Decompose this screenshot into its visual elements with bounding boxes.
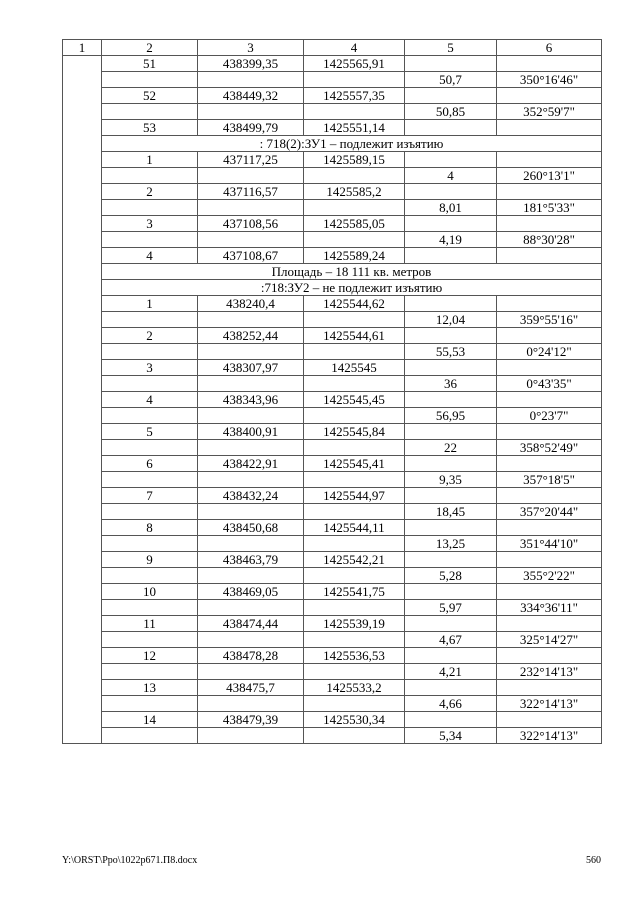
segment-angle: 351°44'10" [497,536,602,552]
coord-x: 438463,79 [198,552,304,568]
coord-y-empty [304,72,405,88]
column-header-1: 1 [63,40,102,56]
angle-empty [497,120,602,136]
coord-x: 438478,28 [198,648,304,664]
segment-row [63,728,602,744]
coord-x: 437108,56 [198,216,304,232]
segment-distance: 8,01 [405,200,497,216]
point-row [63,488,602,504]
column-header-2: 2 [102,40,198,56]
section-heading-row [63,264,602,280]
segment-row [63,376,602,392]
point-row [63,152,602,168]
point-empty [102,728,198,744]
segment-row [63,200,602,216]
angle-empty [497,584,602,600]
angle-empty [497,392,602,408]
point-empty [102,632,198,648]
point-number: 2 [102,184,198,200]
coord-x: 438252,44 [198,328,304,344]
coord-x: 438474,44 [198,616,304,632]
segment-angle: 334°36'11" [497,600,602,616]
point-row [63,216,602,232]
coord-y-empty [304,376,405,392]
footer-file-path: Y:\ORST\Ppo\1022p671.П8.docx [62,855,198,866]
coord-x: 438422,91 [198,456,304,472]
angle-empty [497,424,602,440]
angle-empty [497,456,602,472]
segment-angle: 358°52'49" [497,440,602,456]
segment-distance: 4,66 [405,696,497,712]
angle-empty [497,184,602,200]
section-heading-row [63,280,602,296]
point-row [63,552,602,568]
segment-angle: 325°14'27" [497,632,602,648]
point-empty [102,72,198,88]
segment-row [63,536,602,552]
point-number: 9 [102,552,198,568]
segment-angle: 357°20'44" [497,504,602,520]
angle-empty [497,296,602,312]
segment-angle: 232°14'13" [497,664,602,680]
point-number: 3 [102,216,198,232]
coord-y-empty [304,200,405,216]
angle-empty [497,680,602,696]
segment-distance: 9,35 [405,472,497,488]
angle-empty [497,56,602,72]
distance-empty [405,680,497,696]
coord-x-empty [198,72,304,88]
distance-empty [405,456,497,472]
coord-y: 1425545,41 [304,456,405,472]
segment-distance: 18,45 [405,504,497,520]
distance-empty [405,392,497,408]
coord-x-empty [198,312,304,328]
coord-y-empty [304,440,405,456]
coord-x: 438432,24 [198,488,304,504]
angle-empty [497,248,602,264]
coord-x-empty [198,472,304,488]
point-number: 52 [102,88,198,104]
section-heading: :718:ЗУ2 – не подлежит изъятию [102,280,602,296]
angle-empty [497,88,602,104]
segment-distance: 13,25 [405,536,497,552]
point-number: 2 [102,328,198,344]
coord-y-empty [304,168,405,184]
segment-distance: 4,67 [405,632,497,648]
column-header-3: 3 [198,40,304,56]
segment-row [63,696,602,712]
coord-y: 1425589,24 [304,248,405,264]
point-empty [102,440,198,456]
point-number: 5 [102,424,198,440]
coord-x: 438479,39 [198,712,304,728]
section-column-cell [63,56,102,744]
point-empty [102,664,198,680]
column-header-6: 6 [497,40,602,56]
coord-y: 1425545,45 [304,392,405,408]
coord-x-empty [198,696,304,712]
point-row [63,584,602,600]
segment-row [63,440,602,456]
header-row [63,40,602,56]
coord-x: 437117,25 [198,152,304,168]
coord-y: 1425530,34 [304,712,405,728]
distance-empty [405,152,497,168]
coord-y: 1425565,91 [304,56,405,72]
distance-empty [405,520,497,536]
segment-angle: 260°13'1" [497,168,602,184]
segment-row [63,312,602,328]
point-number: 1 [102,152,198,168]
point-number: 12 [102,648,198,664]
section-heading: Площадь – 18 111 кв. метров [102,264,602,280]
coord-y: 1425544,61 [304,328,405,344]
point-row [63,360,602,376]
coord-x-empty [198,200,304,216]
point-row [63,296,602,312]
coord-y: 1425557,35 [304,88,405,104]
point-number: 6 [102,456,198,472]
point-number: 3 [102,360,198,376]
point-empty [102,536,198,552]
angle-empty [497,328,602,344]
point-empty [102,104,198,120]
point-empty [102,168,198,184]
segment-distance: 56,95 [405,408,497,424]
point-row [63,88,602,104]
segment-distance: 4,21 [405,664,497,680]
point-number: 4 [102,248,198,264]
coord-y-empty [304,408,405,424]
coord-y-empty [304,728,405,744]
point-row [63,56,602,72]
segment-angle: 181°5'33" [497,200,602,216]
point-row [63,616,602,632]
coord-y: 1425541,75 [304,584,405,600]
point-number: 11 [102,616,198,632]
point-empty [102,344,198,360]
distance-empty [405,488,497,504]
point-number: 10 [102,584,198,600]
coord-y-empty [304,664,405,680]
coord-y: 1425542,21 [304,552,405,568]
coord-y-empty [304,568,405,584]
coord-x-empty [198,440,304,456]
coord-x: 438449,32 [198,88,304,104]
coord-x-empty [198,104,304,120]
point-number: 4 [102,392,198,408]
point-empty [102,504,198,520]
angle-empty [497,712,602,728]
segment-angle: 0°24'12" [497,344,602,360]
coord-y: 1425585,2 [304,184,405,200]
coord-x-empty [198,600,304,616]
segment-distance: 36 [405,376,497,392]
coord-x-empty [198,376,304,392]
coord-x: 438450,68 [198,520,304,536]
coordinates-table [62,39,602,744]
column-header-5: 5 [405,40,497,56]
angle-empty [497,216,602,232]
coord-x-empty [198,664,304,680]
point-row [63,648,602,664]
point-row [63,392,602,408]
point-number: 8 [102,520,198,536]
coord-x: 438343,96 [198,392,304,408]
coord-x-empty [198,504,304,520]
segment-distance: 5,97 [405,600,497,616]
coord-y: 1425539,19 [304,616,405,632]
point-row [63,328,602,344]
segment-row [63,568,602,584]
coord-x-empty [198,344,304,360]
point-empty [102,568,198,584]
section-heading: : 718(2):ЗУ1 – подлежит изъятию [102,136,602,152]
segment-row [63,72,602,88]
coord-x: 438399,35 [198,56,304,72]
segment-angle: 359°55'16" [497,312,602,328]
segment-distance: 50,7 [405,72,497,88]
point-empty [102,696,198,712]
distance-empty [405,248,497,264]
segment-distance: 12,04 [405,312,497,328]
coord-y-empty [304,232,405,248]
angle-empty [497,360,602,376]
coord-y: 1425545,84 [304,424,405,440]
coord-y-empty [304,472,405,488]
coord-x: 437108,67 [198,248,304,264]
segment-row [63,232,602,248]
coord-y: 1425589,15 [304,152,405,168]
coord-y: 1425536,53 [304,648,405,664]
segment-angle: 0°43'35" [497,376,602,392]
distance-empty [405,296,497,312]
distance-empty [405,552,497,568]
distance-empty [405,216,497,232]
coord-y-empty [304,536,405,552]
coord-x: 438499,79 [198,120,304,136]
point-row [63,520,602,536]
coord-x: 438475,7 [198,680,304,696]
distance-empty [405,584,497,600]
coord-y-empty [304,600,405,616]
coord-y-empty [304,312,405,328]
point-empty [102,472,198,488]
distance-empty [405,616,497,632]
segment-row [63,408,602,424]
coord-y: 1425545 [304,360,405,376]
segment-distance: 5,34 [405,728,497,744]
angle-empty [497,488,602,504]
segment-distance: 55,53 [405,344,497,360]
point-row [63,424,602,440]
angle-empty [497,648,602,664]
point-row [63,184,602,200]
coord-y: 1425551,14 [304,120,405,136]
coord-y-empty [304,344,405,360]
segment-row [63,600,602,616]
segment-row [63,504,602,520]
segment-distance: 22 [405,440,497,456]
distance-empty [405,56,497,72]
footer-page-number: 560 [586,855,601,866]
segment-angle: 352°59'7" [497,104,602,120]
coord-x-empty [198,232,304,248]
coord-x-empty [198,728,304,744]
angle-empty [497,616,602,632]
segment-distance: 5,28 [405,568,497,584]
distance-empty [405,360,497,376]
segment-row [63,664,602,680]
point-row [63,120,602,136]
point-number: 13 [102,680,198,696]
angle-empty [497,152,602,168]
coord-y-empty [304,632,405,648]
coord-x-empty [198,408,304,424]
segment-distance: 50,85 [405,104,497,120]
coord-x: 438400,91 [198,424,304,440]
coord-x-empty [198,168,304,184]
segment-angle: 88°30'28" [497,232,602,248]
point-row [63,712,602,728]
distance-empty [405,184,497,200]
distance-empty [405,328,497,344]
segment-row [63,632,602,648]
coord-y-empty [304,504,405,520]
coord-y-empty [304,696,405,712]
coord-x-empty [198,536,304,552]
segment-angle: 322°14'13" [497,728,602,744]
coord-x-empty [198,632,304,648]
coord-y: 1425533,2 [304,680,405,696]
column-header-4: 4 [304,40,405,56]
point-empty [102,200,198,216]
coord-x: 438240,4 [198,296,304,312]
segment-row [63,472,602,488]
coord-y-empty [304,104,405,120]
coord-x-empty [198,568,304,584]
point-empty [102,600,198,616]
coord-x: 437116,57 [198,184,304,200]
coord-y: 1425585,05 [304,216,405,232]
coord-x: 438469,05 [198,584,304,600]
point-empty [102,408,198,424]
section-heading-row [63,136,602,152]
point-row [63,680,602,696]
coord-x: 438307,97 [198,360,304,376]
segment-angle: 0°23'7" [497,408,602,424]
segment-distance: 4,19 [405,232,497,248]
point-row [63,456,602,472]
coord-y: 1425544,11 [304,520,405,536]
segment-row [63,168,602,184]
point-number: 51 [102,56,198,72]
distance-empty [405,648,497,664]
coord-y: 1425544,97 [304,488,405,504]
coord-y: 1425544,62 [304,296,405,312]
distance-empty [405,88,497,104]
segment-row [63,104,602,120]
point-number: 53 [102,120,198,136]
angle-empty [497,520,602,536]
distance-empty [405,712,497,728]
point-number: 1 [102,296,198,312]
segment-angle: 355°2'22" [497,568,602,584]
segment-distance: 4 [405,168,497,184]
segment-angle: 322°14'13" [497,696,602,712]
distance-empty [405,424,497,440]
segment-angle: 350°16'46" [497,72,602,88]
point-number: 14 [102,712,198,728]
point-empty [102,232,198,248]
distance-empty [405,120,497,136]
point-row [63,248,602,264]
segment-angle: 357°18'5" [497,472,602,488]
segment-row [63,344,602,360]
point-number: 7 [102,488,198,504]
angle-empty [497,552,602,568]
point-empty [102,312,198,328]
point-empty [102,376,198,392]
